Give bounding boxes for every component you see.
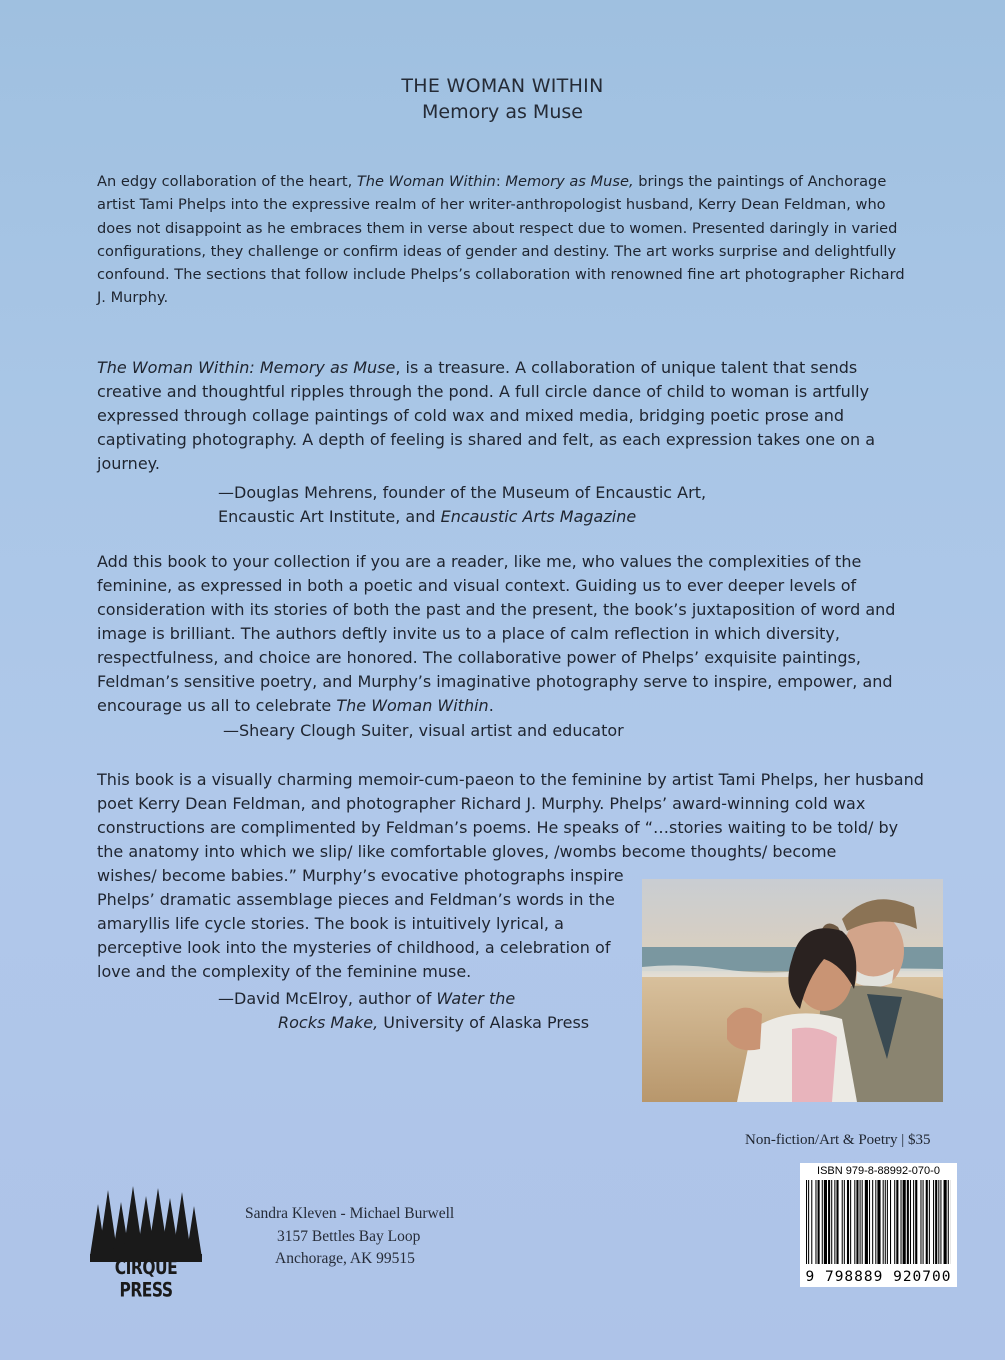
attribution-line-1: —Douglas Mehrens, founder of the Museum of Encaustic Art, (218, 483, 707, 502)
attribution-magazine-title: Encaustic Arts Magazine (440, 507, 637, 526)
blurb-title-italic: The Woman Within (356, 173, 496, 190)
review-mehrens-text: , is a treasure. A collaboration of unique talent that sends creative and thoughtful ripples through the pond. A full circle dance of child to woman is artfully expressed through collage paintings of cold wax and mixed media, bridging poetic prose and captivating photography. A depth of feeling is shared and felt, as each expression takes one on a journey. (97, 358, 876, 473)
blurb-colon: : (495, 173, 506, 190)
genre-price: Non-fiction/Art & Poetry | $35 (745, 1132, 931, 1148)
isbn-number: ISBN 979-8-88992-070-0 (817, 1165, 940, 1177)
review-mcelroy-top: This book is a visually charming memoir-cum-paeon to the feminine by artist Tami Phelps, her husband poet Kerry Dean Feldman, and photographer Richard J. Murphy. Phelps’ award-winning cold wax constructions are complimented by Feldman’s poems. He speaks of “…stories waiting to be told/ by the anatomy into which we slip/ like comfortable gloves, /wombs become thoughts/ become (97, 770, 924, 861)
book-subtitle: Memory as Muse (422, 101, 583, 123)
blurb-subtitle-italic: Memory as Muse, (505, 173, 634, 190)
barcode-digits: 9 798889 920700 (805, 1269, 952, 1285)
publisher-street: 3157 Bettles Bay Loop (277, 1227, 421, 1245)
attribution-publisher: University of Alaska Press (378, 1013, 590, 1032)
book-title: THE WOMAN WITHIN (401, 75, 604, 97)
attribution-line-2: Encaustic Art Institute, and (218, 507, 441, 526)
publisher-address (243, 1203, 455, 1271)
tree-icon (88, 1184, 204, 1266)
review-mcelroy-bottom: wishes/ become babies.” Murphy’s evocative photographs inspire Phelps’ dramatic assemblage pieces and Feldman’s words in the amaryllis life cycle stories. The book is intuitively lyrical, a perceptive look into the mysteries of childhood, a celebration of love and the complexity of the feminine muse. (97, 866, 624, 981)
review-mehrens (97, 356, 917, 476)
review-mehrens-attribution (218, 481, 706, 529)
author-photo (642, 879, 943, 1102)
review-suiter-text: Add this book to your collection if you are a reader, like me, who values the complexities of the feminine, as expressed in both a poetic and visual context. Guiding us to ever deeper levels of consideration with its stories of both the past and the present, the book’s juxtaposition of word and image is brilliant. The authors deftly invite us to a place of calm reflection in which diversity, respectfulness, and choice are honored. The collaborative power of Phelps’ exquisite paintings, Feldman’s sensitive poetry, and Murphy’s imaginative photography serve to inspire, empower, and encourage us all to celebrate (97, 552, 896, 715)
review-suiter-period: . (488, 696, 494, 715)
review-suiter-title: The Woman Within (336, 696, 489, 715)
attribution-book-title-2: Rocks Make, (278, 1013, 379, 1032)
author-photo-illustration (642, 879, 943, 1102)
blurb-text-rest: brings the paintings of Anchorage artist Tami Phelps into the expressive realm of her writer-anthropologist husband, Kerry Dean Feldman, who does not disappoint as he embraces them in verse about respect due to women. Presented daringly in varied configurations, they challenge or confirm ideas of gender and destiny. The art works surprise and delightfully confound. The sections that follow include Phelps’s collaboration with renowned fine art photographer Richard J. Murphy. (97, 173, 905, 307)
blurb-paragraph (97, 170, 917, 310)
barcode-bars (806, 1180, 951, 1264)
publisher-names: Sandra Kleven - Michael Burwell (245, 1205, 455, 1222)
title-block (0, 74, 1005, 126)
review-suiter-attribution: —Sheary Clough Suiter, visual artist and educator (223, 721, 624, 740)
publisher-city: Anchorage, AK 99515 (275, 1250, 415, 1267)
attribution-book-title-1: Water the (436, 989, 516, 1008)
review-mehrens-title: The Woman Within: Memory as Muse (97, 358, 396, 377)
review-suiter (97, 550, 917, 718)
blurb-text: An edgy collaboration of the heart, (97, 173, 357, 190)
logo-wordmark: CIRQUE PRESS (114, 1256, 178, 1302)
cirque-press-logo (88, 1184, 204, 1302)
attribution-prefix: —David McElroy, author of (218, 989, 437, 1008)
review-mcelroy-attribution (218, 987, 618, 1035)
isbn-barcode (800, 1163, 957, 1287)
